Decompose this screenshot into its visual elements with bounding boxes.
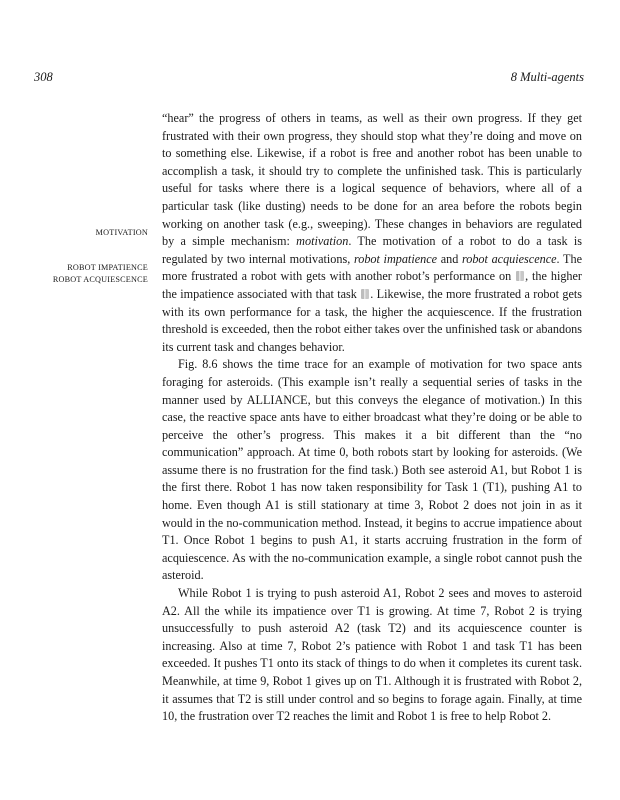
margin-note-robot-impatience: ROBOT IMPATIENCE <box>67 263 148 272</box>
paragraph-1: “hear” the progress of others in teams, as well as their own progress. If they get frustrated with their own progress, they should stop what they’re doing and move on to something else. Likewise, if a robot is free and another robot has been unable to accomplish a task, it should try to complete the unfinished task. This is particularly useful for tasks where there is a logical sequence of behaviors, where all of a particular task (like dusting) needs to be done for an area before the robots begin working on another task (e.g., sweeping). These changes in behaviors are regulated by a simple mechanism: motivation. The motivation of a robot to do a task is regulated by two internal motivations, robot impatience and robot acquiescence. The more frustrated a robot with gets with another robot’s performance on , the higher the impatience associated with that task . Likewise, the more frustrated a robot gets with its own performance for a task, the higher the acquiescence. If the frustration threshold is exceeded, then the robot either takes over the unfinished task or abandons its current task and changes behavior. <box>162 111 582 354</box>
paragraph-3: While Robot 1 is trying to push asteroid A1, Robot 2 sees and moves to asteroid A2. All the while its impatience over T1 is growing. At time 7, Robot 2 is trying unsuccessfully to push asteroid A2 (task T2) and its acquiescence counter is increasing. Also at time 7, Robot 2’s patience with Robot 1 and task T1 has been exceeded. It pushes T1 onto its stack of things to do when it completes its curent task. Meanwhile, at time 9, Robot 1 gives up on T1. Although it is frustrated with Robot 2, it assumes that T2 is still under control and so begins to forage again. Finally, at time 10, the frustration over T2 reaches the limit and Robot 1 is free to help Robot 2. <box>162 586 582 724</box>
page-number: 308 <box>34 70 53 84</box>
paragraph-2: Fig. 8.6 shows the time trace for an example of motivation for two space ants foraging for asteroids. (This example isn’t really a sequential series of tasks in the manner used by ALLIANCE, but this conveys the elegance of motivation.) In this case, the reactive space ants have to either broadcast what they’re doing or be able to perceive the other’s progress. This makes it a bit different than the “no communication” approach. At time 0, both robots start by looking for asteroids. (We assume there is no frustration for the find task.) Both see asteroid A1, but Robot 1 is the first there. Robot 1 has now taken responsibility for Task 1 (T1), pushing A1 to home. Even though A1 is still stationary at time 3, Robot 2 does not join in as it would in the no-communication method. Instead, it begins to accrue impatience about T1. Once Robot 1 begins to push A1, it starts accruing frustration in the form of acquiescence. As with the no-communication example, a single robot cannot push the asteroid. <box>162 357 582 583</box>
body-text <box>162 110 582 726</box>
margin-note-robot-acquiescence: ROBOT ACQUIESCENCE <box>52 275 148 284</box>
term-robot-acquiescence: robot acquiescence <box>461 251 557 266</box>
margin-note-motivation: MOTIVATION <box>95 228 148 237</box>
task-symbol-icon <box>361 289 369 299</box>
term-robot-impatience: robot impatience <box>353 251 438 266</box>
task-symbol-icon <box>516 271 524 281</box>
running-head: 8 Multi-agents <box>510 70 584 84</box>
term-motivation: motivation <box>296 234 349 249</box>
